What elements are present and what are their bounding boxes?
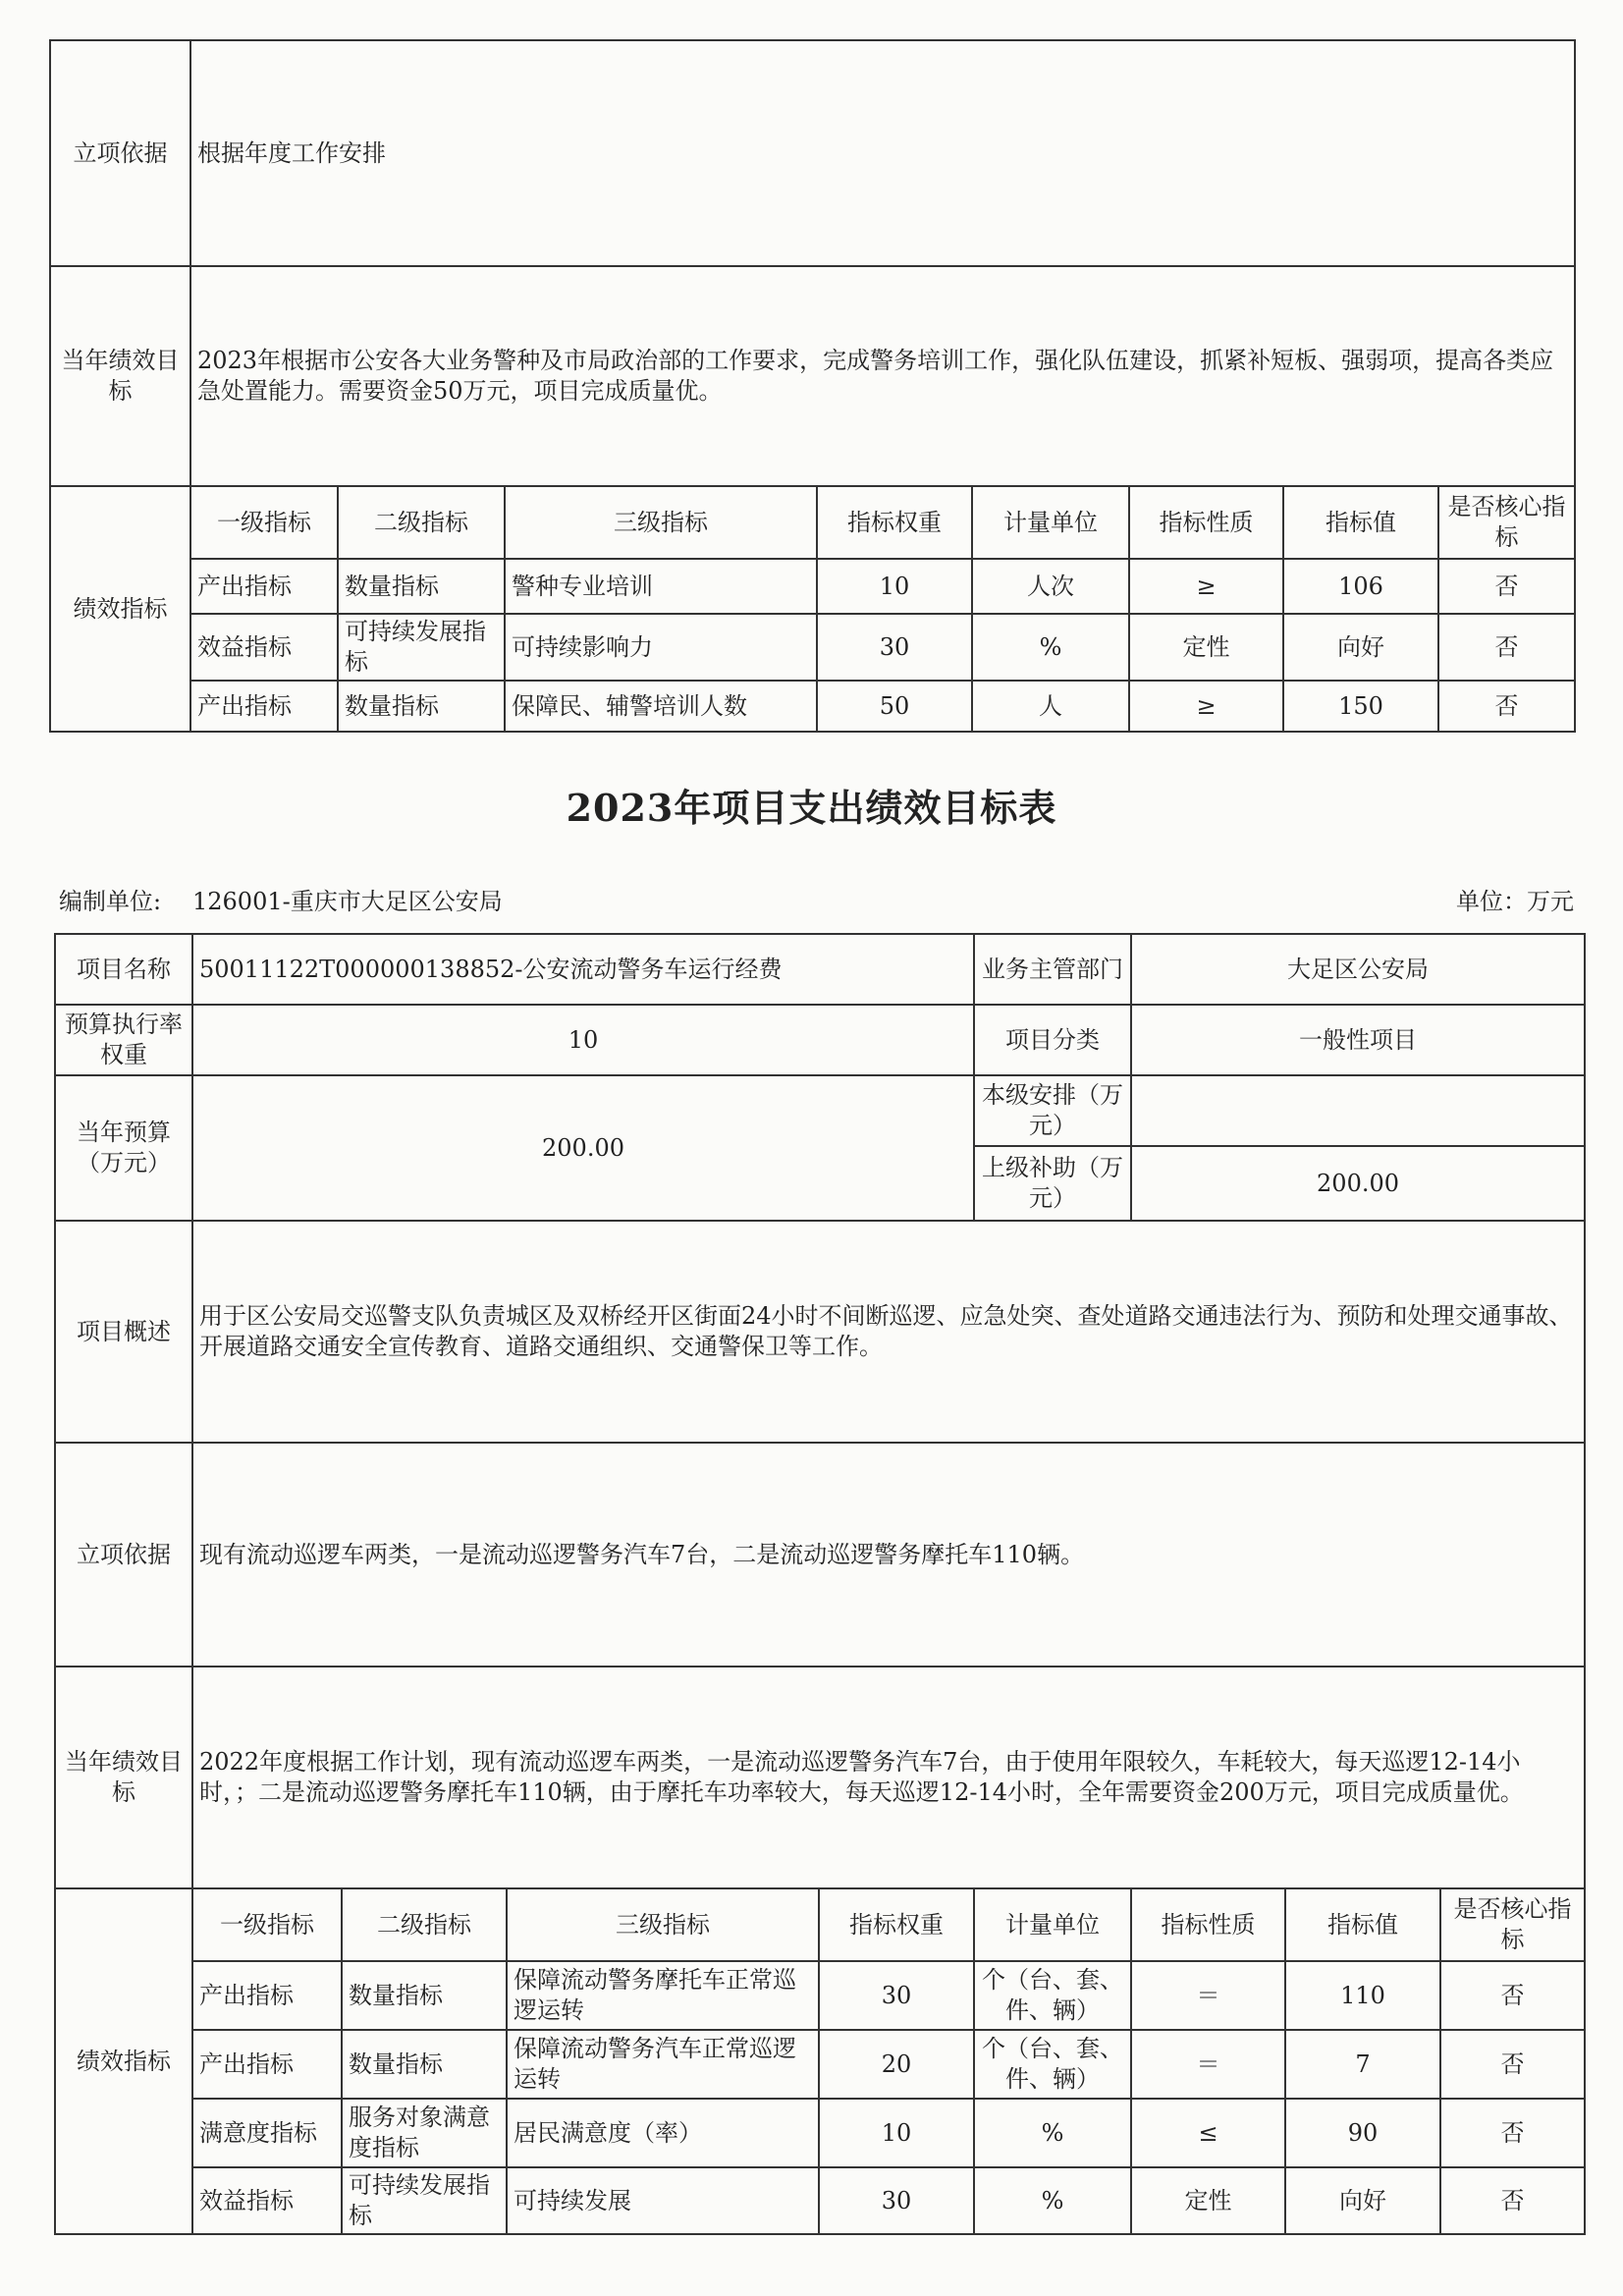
value-cell: 7 — [1285, 2030, 1440, 2099]
level1-cell: 效益指标 — [190, 614, 338, 681]
table-row — [55, 2030, 1585, 2099]
level1-cell: 产出指标 — [192, 2030, 342, 2099]
level1-cell: 产出指标 — [190, 681, 338, 732]
rate-value: 10 — [192, 1005, 974, 1075]
level2-cell: 数量指标 — [338, 559, 505, 614]
value-cell: 向好 — [1283, 614, 1438, 681]
unit-cell: % — [974, 2167, 1131, 2234]
header-cell: 计量单位 — [972, 486, 1129, 559]
level3-cell: 保障流动警务汽车正常巡逻运转 — [507, 2030, 819, 2099]
page-title: 2023年项目支出绩效目标表 — [566, 786, 1057, 830]
budget-value: 200.00 — [192, 1075, 974, 1221]
project-name-value: 50011122T000000138852-公安流动警务车运行经费 — [192, 934, 974, 1005]
header-cell: 二级指标 — [342, 1888, 507, 1961]
nature-cell: ≥ — [1129, 681, 1283, 732]
table-row — [50, 614, 1575, 681]
nature-cell: 定性 — [1129, 614, 1283, 681]
core-cell: 否 — [1440, 2099, 1585, 2167]
rate-label: 预算执行率权重 — [55, 1005, 192, 1075]
header-cell: 指标值 — [1283, 486, 1438, 559]
unit-cell: 人 — [972, 681, 1129, 732]
unit-cell: 个（台、套、件、辆） — [974, 1961, 1131, 2030]
goal-label: 当年绩效目标 — [50, 266, 190, 486]
project-table — [54, 933, 1586, 2235]
org-value: 126001-重庆市大足区公安局 — [192, 888, 503, 915]
value-cell: 110 — [1285, 1961, 1440, 2030]
level3-cell: 可持续影响力 — [505, 614, 817, 681]
basis-label: 立项依据 — [50, 40, 190, 266]
level2-cell: 可持续发展指标 — [338, 614, 505, 681]
overview-label: 项目概述 — [55, 1221, 192, 1443]
level1-cell: 产出指标 — [190, 559, 338, 614]
header-cell: 指标性质 — [1129, 486, 1283, 559]
level3-cell: 居民满意度（率） — [507, 2099, 819, 2167]
level2-cell: 数量指标 — [342, 2030, 507, 2099]
level1-cell: 效益指标 — [192, 2167, 342, 2234]
nature-cell: 定性 — [1131, 2167, 1285, 2234]
table-row — [50, 559, 1575, 614]
core-cell: 否 — [1438, 559, 1575, 614]
dept-label: 业务主管部门 — [974, 934, 1131, 1005]
core-cell: 否 — [1440, 2030, 1585, 2099]
weight-cell: 10 — [817, 559, 972, 614]
level3-cell: 保障民、辅警培训人数 — [505, 681, 817, 732]
project-name-label: 项目名称 — [55, 934, 192, 1005]
level3-cell: 保障流动警务摩托车正常巡逻运转 — [507, 1961, 819, 2030]
weight-cell: 10 — [819, 2099, 974, 2167]
header-cell: 指标权重 — [817, 486, 972, 559]
header-cell: 指标值 — [1285, 1888, 1440, 1961]
value-cell: 106 — [1283, 559, 1438, 614]
header-cell: 二级指标 — [338, 486, 505, 559]
table-row — [55, 1961, 1585, 2030]
level1-cell: 满意度指标 — [192, 2099, 342, 2167]
perf-label: 绩效指标 — [55, 1888, 192, 2234]
category-label: 项目分类 — [974, 1005, 1131, 1075]
core-cell: 否 — [1440, 1961, 1585, 2030]
unit-cell: % — [972, 614, 1129, 681]
overview-text: 用于区公安局交巡警支队负责城区及双桥经开区街面24小时不间断巡逻、应急处突、查处道路交通违法行为、预防和处理交通事故、开展道路交通安全宣传教育、道路交通组织、交通警保卫等工作。 — [192, 1221, 1585, 1443]
weight-cell: 30 — [819, 1961, 974, 2030]
level1-cell: 产出指标 — [192, 1961, 342, 2030]
local-value — [1131, 1075, 1585, 1146]
dept-value: 大足区公安局 — [1131, 934, 1585, 1005]
core-cell: 否 — [1438, 614, 1575, 681]
core-cell: 否 — [1440, 2167, 1585, 2234]
nature-cell: ＝ — [1131, 1961, 1285, 2030]
table-row — [55, 2099, 1585, 2167]
header-cell: 指标性质 — [1131, 1888, 1285, 1961]
header-cell: 是否核心指标 — [1438, 486, 1575, 559]
table-row — [55, 2167, 1585, 2234]
header-cell: 三级指标 — [507, 1888, 819, 1961]
header-cell: 是否核心指标 — [1440, 1888, 1585, 1961]
core-cell: 否 — [1438, 681, 1575, 732]
table-row — [50, 681, 1575, 732]
header-cell: 一级指标 — [190, 486, 338, 559]
basis-text: 根据年度工作安排 — [190, 40, 1575, 266]
level2-cell: 可持续发展指标 — [342, 2167, 507, 2234]
value-cell: 向好 — [1285, 2167, 1440, 2234]
header-cell: 一级指标 — [192, 1888, 342, 1961]
org-label: 编制单位: — [59, 888, 162, 915]
goal-text: 2022年度根据工作计划，现有流动巡逻车两类，一是流动巡逻警务汽车7台，由于使用年限较久，车耗较大，每天巡逻12-14小时，；二是流动巡逻警务摩托车110辆，由于摩托车功率较大，每天巡逻12-14小时，全年需要资金200万元，项目完成质量优。 — [192, 1667, 1585, 1888]
top-project-table — [49, 39, 1576, 733]
value-cell: 90 — [1285, 2099, 1440, 2167]
unit-cell: 个（台、套、件、辆） — [974, 2030, 1131, 2099]
nature-cell: ＝ — [1131, 2030, 1285, 2099]
upper-value: 200.00 — [1131, 1146, 1585, 1221]
upper-label: 上级补助（万元） — [974, 1146, 1131, 1221]
budget-label: 当年预算（万元） — [55, 1075, 192, 1221]
basis-label: 立项依据 — [55, 1443, 192, 1667]
value-cell: 150 — [1283, 681, 1438, 732]
header-cell: 三级指标 — [505, 486, 817, 559]
local-label: 本级安排（万元） — [974, 1075, 1131, 1146]
category-value: 一般性项目 — [1131, 1005, 1585, 1075]
goal-text: 2023年根据市公安各大业务警种及市局政治部的工作要求，完成警务培训工作，强化队伍建设，抓紧补短板、强弱项，提高各类应急处置能力。需要资金50万元，项目完成质量优。 — [190, 266, 1575, 486]
level3-cell: 可持续发展 — [507, 2167, 819, 2234]
perf-label: 绩效指标 — [50, 486, 190, 732]
nature-cell: ≥ — [1129, 559, 1283, 614]
level3-cell: 警种专业培训 — [505, 559, 817, 614]
unit-cell: % — [974, 2099, 1131, 2167]
nature-cell: ≤ — [1131, 2099, 1285, 2167]
header-cell: 计量单位 — [974, 1888, 1131, 1961]
goal-label: 当年绩效目标 — [55, 1667, 192, 1888]
unit-label: 单位：万元 — [1456, 888, 1574, 915]
unit-cell: 人次 — [972, 559, 1129, 614]
basis-text: 现有流动巡逻车两类，一是流动巡逻警务汽车7台，二是流动巡逻警务摩托车110辆。 — [192, 1443, 1585, 1667]
level2-cell: 服务对象满意度指标 — [342, 2099, 507, 2167]
weight-cell: 20 — [819, 2030, 974, 2099]
level2-cell: 数量指标 — [342, 1961, 507, 2030]
weight-cell: 30 — [819, 2167, 974, 2234]
level2-cell: 数量指标 — [338, 681, 505, 732]
weight-cell: 30 — [817, 614, 972, 681]
header-cell: 指标权重 — [819, 1888, 974, 1961]
weight-cell: 50 — [817, 681, 972, 732]
